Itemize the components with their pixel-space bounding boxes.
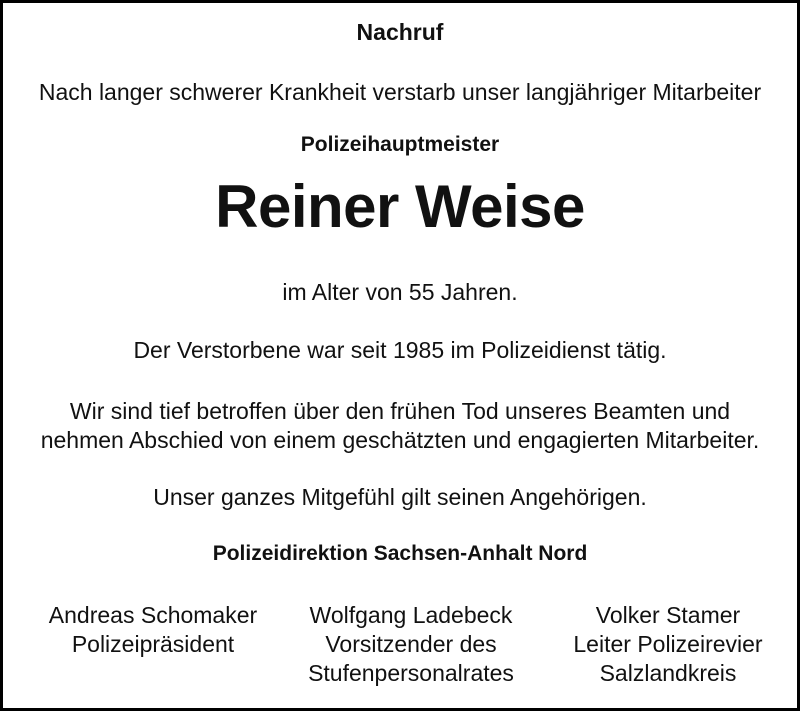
signatory-name: Volker Stamer <box>595 602 741 628</box>
condolence-text <box>3 397 797 455</box>
deceased-rank: Polizeihauptmeister <box>300 133 500 156</box>
condolence-line: Wir sind tief betroffen über den frühen Tod unseres Beamten und <box>69 398 731 424</box>
signatory-title: Leiter Polizeirevier <box>573 631 763 657</box>
deceased-name: Reiner Weise <box>215 173 585 240</box>
obituary-heading: Nachruf <box>356 19 444 45</box>
sympathy-text: Unser ganzes Mitgefühl gilt seinen Angehörigen. <box>153 484 647 510</box>
signatory-title: Vorsitzender des <box>325 631 497 657</box>
service-text: Der Verstorbene war seit 1985 im Polizeidienst tätig. <box>133 337 667 363</box>
condolence-line: nehmen Abschied von einem geschätzten und engagierten Mitarbeiter. <box>40 427 760 453</box>
signatory-title: Polizeipräsident <box>71 631 235 657</box>
intro-text: Nach langer schwerer Krankheit verstarb unser langjähriger Mitarbeiter <box>38 79 762 105</box>
signatory-name: Wolfgang Ladebeck <box>309 602 513 628</box>
age-text: im Alter von 55 Jahren. <box>282 279 518 305</box>
signatory-2 <box>285 601 537 688</box>
signatory-3 <box>543 601 793 688</box>
signatory-title: Salzlandkreis <box>599 660 737 686</box>
organization-name: Polizeidirektion Sachsen-Anhalt Nord <box>212 542 588 565</box>
signatory-name: Andreas Schomaker <box>48 602 258 628</box>
signatory-title: Stufenpersonalrates <box>308 660 514 686</box>
signatory-1 <box>23 601 283 659</box>
